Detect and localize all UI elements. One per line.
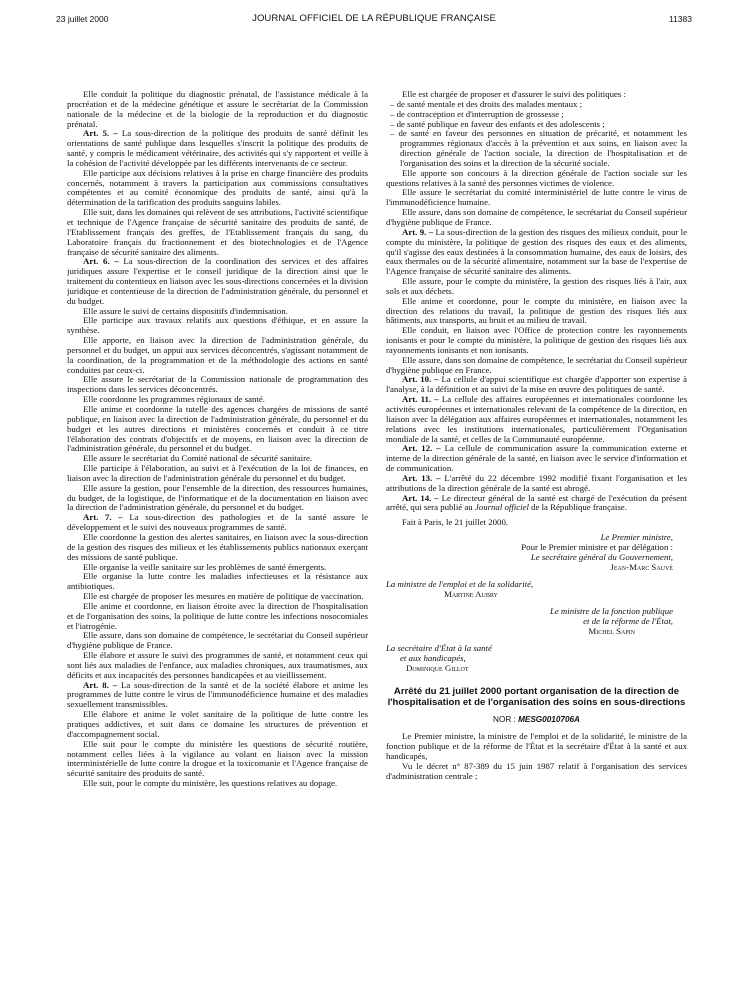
page-header [56, 0, 692, 30]
paragraph-text: Elle suit, dans les domaines qui relèvent de ses attributions, l'activité scientifique et technique de l'Agence française de sécurité sanitaire des produits de santé, de l'Etablissement français des greffes, de l'Etablissement français du sang, du Laboratoire français du fractionnement et des biotechnologies et de l'Agence française de sécurité sanitaire des aliments. [67, 207, 368, 257]
right-paragraph [386, 444, 687, 474]
right-paragraph [386, 356, 687, 376]
right-paragraph [386, 188, 687, 208]
sig-name-gillot: Dominique Gillot [406, 663, 469, 674]
left-paragraph [67, 405, 368, 454]
paragraph-text: Elle assure, dans son domaine de compétence, le secrétariat du Conseil supérieur d'hygiène publique de France. [386, 207, 687, 227]
paragraph-text: Elle assure, pour le compte du ministère, la gestion des risques liés à l'air, aux sols et aux déchets. [386, 276, 687, 296]
paragraph-text: Elle élabore et anime le volet sanitaire de la politique de lutte contre les pratiques addictives, et suit dans ce domaine les structures de prévention et d'accompagnement social. [67, 709, 368, 739]
sig-ministre-fonction-2: et de la réforme de l'État, [583, 616, 673, 627]
article-14-text-after: de la République française. [528, 502, 627, 513]
sig-name-aubry: Martine Aubry [444, 589, 498, 600]
left-paragraph [67, 257, 368, 306]
sig-ministre-fonction-1: Le ministre de la fonction publique [549, 606, 673, 617]
article-label: Art. 7. – [83, 512, 123, 523]
sig-ministre-emploi-block [386, 579, 687, 599]
sig-secretaire-etat-1: La secrétaire d'État à la santé [386, 643, 492, 654]
paragraph-text: Elle apporte, en liaison avec la direction de l'administration générale, du personnel et du budget, un appui aux services déconcentrés, s'agissant notamment de la coordination, de la programmation et de la méthodologie des actions en santé conduites par ceux-ci. [67, 335, 368, 375]
paragraph-text: Elle élabore et assure le suivi des programmes de santé, et notamment ceux qui sont liés aux maladies de l'enfance, aux maladies chroniques, aux traumatismes, aux déficits et aux incapacités des personnes handicapées et au vieillissement. [67, 650, 368, 680]
article-label: Art. 5. – [83, 128, 118, 139]
left-paragraph [67, 602, 368, 632]
right-paragraph [386, 474, 687, 494]
paragraph-text: Elle assure le secrétariat du comité interministériel de lutte contre le virus de l'immunodéficience humaine. [386, 187, 687, 208]
paragraph-text: Elle anime et coordonne, pour le compte du ministère, en liaison avec la direction des relations du travail, la politique de gestion des risques liés aux bâtiments, aux transports, au bruit et au milieu de travail. [386, 295, 687, 326]
paragraph-text: La sous-direction de la gestion des risques des milieux conduit, pour le compte du ministère, la politique de gestion des risques des eaux et des aliments, qu'il s'agisse des eaux destinées à la consommation humaine, des eaux de loisirs, des eaux thermales ou de la sécurité alimentaire, notamment sur la base de l'expertise de l'Agence française de sécurité sanitaire des aliments. [386, 226, 687, 277]
paragraph-text: Elle anime et coordonne la tutelle des agences chargées de missions de santé publique, en liaison avec la direction de l'administration générale, du personnel et du budget et les autres directions et ministères concernés et conduit à ce titre l'élaboration des contrats d'objectifs et de moyens, en liaison avec la direction de l'administration générale, du personnel et du budget. [67, 404, 368, 454]
header-page-number: 11383 [668, 14, 692, 24]
left-paragraph [67, 208, 368, 257]
right-column [386, 90, 687, 980]
left-paragraph [67, 651, 368, 681]
paragraph-text: Elle coordonne les programmes régionaux de santé. [83, 394, 265, 405]
right-paragraph [386, 208, 687, 228]
nor-label: NOR : [493, 715, 519, 725]
paragraph-text: Elle participe à l'élaboration, au suivi et à l'exécution de la loi de finances, en liaison avec la direction de l'administration générale du personnel et du budget. [67, 463, 368, 483]
left-paragraph [67, 375, 368, 395]
left-column [67, 90, 368, 980]
decree-vu: Vu le décret n° 87-389 du 15 juin 1987 relatif à l'organisation des services d'administration centrale ; [386, 760, 687, 781]
sig-secretaire-etat-block [386, 643, 687, 673]
article-label: Art. 6. – [83, 256, 119, 267]
article-label: Art. 13. – [402, 472, 441, 483]
left-paragraph [67, 740, 368, 779]
right-paragraph [386, 297, 687, 327]
paragraph-text: La cellule des affaires européennes et internationales coordonne les activités européennes et internationales relevant de la compétence de la direction, en liaison avec la délégation aux affaires européennes et internationales, notamment les relations avec les institutions internationales, particulièrement l'Organisation mondiale de la santé, et celles de la Communauté européenne. [386, 394, 687, 444]
signature-block [386, 532, 687, 673]
left-paragraph [67, 316, 368, 336]
article-label: Art. 12. – [402, 443, 441, 454]
paragraph-text: La sous-direction de la santé et de la société élabore et anime les programmes de lutte contre le virus de l'immunodéficience humaine et des maladies sexuellement transmissibles. [67, 679, 368, 710]
policy-list-item: – de contraception et d'interruption de grossesse ; [400, 110, 687, 120]
paragraph-text: La cellule d'appui scientifique est chargée d'apporter son expertise à l'analyse, à la définition et au suivi de la mise en œuvre des politiques de santé. [386, 374, 687, 395]
paragraph-text: Elle assure le secrétariat de la Commission nationale de programmation des inspections dans les services déconcentrés. [67, 374, 368, 395]
left-paragraph [67, 681, 368, 711]
left-paragraph [67, 572, 368, 592]
sig-secretaire-etat-2: et aux handicapés, [400, 653, 466, 664]
right-paragraph [386, 375, 687, 395]
paragraph-text: La sous-direction de la politique des produits de santé définit les orientations de santé publique dans lesquelles s'inscrit la politique des produits de santé, y compris le médicament vétérinaire, des activités qui s'y rapportent et veille à la cohésion de l'activité développée par les différents intervenants de ce secteur. [67, 128, 368, 168]
left-paragraph [67, 779, 368, 789]
article-label: Art. 9. – [402, 226, 434, 237]
article-label: Art. 8. – [83, 679, 118, 690]
paragraph-text: Elle conduit la politique du diagnostic prénatal, de l'assistance médicale à la procréation et de la médecine génétique et assure le secrétariat de la Commission nationale de la médecine et de la biologie de la reproduction et du diagnostic prénatal. [67, 90, 368, 129]
article-label: Art. 11. – [402, 394, 439, 405]
paragraph-text: Elle est chargée de proposer les mesures en matière de politique de vaccination. [83, 591, 364, 602]
left-paragraph [67, 464, 368, 484]
left-paragraph [67, 513, 368, 533]
left-paragraph [67, 710, 368, 740]
right-paragraph [386, 326, 687, 356]
sig-ministre-fonction-block [386, 606, 687, 636]
paragraph-text: L'arrêté du 22 décembre 1992 modifié fixant l'organisation et les attributions de la direction générale de la santé est abrogé. [386, 472, 687, 493]
right-paragraphs [386, 169, 687, 494]
right-paragraph [386, 395, 687, 444]
article-14-journal: Journal officiel [474, 502, 529, 513]
paragraph-text: Elle suit, pour le compte du ministère, les questions relatives au dopage. [83, 778, 338, 789]
sig-name-sauve: Jean-Marc Sauvé [610, 562, 673, 573]
article-label: Art. 10. – [402, 374, 439, 385]
header-date: 23 juillet 2000 [56, 14, 109, 24]
decree-title: Arrêté du 21 juillet 2000 portant organisation de la direction de l'hospitalisation et de l'organisation des soins en sous-directions [387, 686, 686, 708]
policy-list-item: – de santé en faveur des personnes en situation de précarité, et notamment les programmes régionaux d'accès à la prévention et aux soins, en liaison avec la direction générale de l'action sociale, la direction de l'hospitalisation et de l'organisation des soins et la direction de la sécurité sociale. [400, 129, 687, 168]
article-14-label: Art. 14. – [402, 492, 439, 503]
nor-value: MESG0010706A [518, 715, 580, 725]
left-paragraph [67, 484, 368, 514]
paragraph-text: Elle assure, dans son domaine de compétence, le secrétariat du Conseil supérieur d'hygiène publique de France. [67, 630, 368, 651]
sig-ministre-emploi: La ministre de l'emploi et de la solidarité, [386, 579, 534, 590]
paragraph-text: Elle apporte son concours à la direction générale de l'action sociale sur les questions relatives à la santé des personnes victimes de violence. [386, 167, 687, 188]
paragraph-text: La sous-direction des pathologies et de la santé assure le développement et le suivi des nouveaux programmes de santé. [67, 512, 368, 533]
sig-secretaire-general: Le secrétaire général du Gouvernement, [530, 552, 673, 563]
policy-list-item: – de santé mentale et des droits des malades mentaux ; [400, 100, 687, 110]
left-paragraph [67, 631, 368, 651]
paragraph-text: Elle conduit, en liaison avec l'Office de protection contre les rayonnements ionisants et pour le compte du ministère, la politique de gestion des risques liés aux rayonnements ionisants et non ionisants. [386, 325, 687, 355]
policy-list-item: – de santé publique en faveur des enfants et des adolescents ; [400, 120, 687, 130]
nor-reference [386, 715, 687, 725]
paragraph-text: Elle organise la lutte contre les maladies infectieuses et la résistance aux antibiotiques. [67, 571, 368, 592]
paragraph-text: Elle suit pour le compte du ministère les questions de sécurité routière, notamment celles liées à la vigilance au volant en liaison avec la mission interministérielle de lutte contre la drogue et la toxicomanie et l'Agence française de sécurité sanitaire des produits de santé. [67, 738, 368, 779]
right-paragraph [386, 277, 687, 297]
paragraph-text: Elle coordonne la gestion des alertes sanitaires, en liaison avec la sous-direction de la gestion des risques des milieux et les établissements publics nationaux exerçant des missions de santé publique. [67, 531, 368, 562]
paragraph-text: Elle assure la gestion, pour l'ensemble de la direction, des ressources humaines, du budget, de la logistique, de l'informatique et de la documentation en liaison avec la direction de l'administration générale, du personnel et du budget. [67, 482, 368, 513]
article-14-paragraph [386, 494, 687, 514]
left-paragraph [67, 129, 368, 168]
right-paragraph [386, 228, 687, 277]
sig-name-sapin: Michel Sapin [588, 626, 635, 637]
article-14-text-before: Le directeur général de la santé est chargé de l'exécution du présent arrêté, qui sera publié au [386, 492, 687, 513]
paragraph-text: La cellule de communication assure la communication externe et interne de la direction générale de la santé, en liaison avec le service d'information et de communication. [386, 443, 687, 474]
paragraph-text: Elle participe aux décisions relatives à la prise en charge financière des produits concernés, notamment à travers la participation aux commissions consultatives compétentes et au comité économique des produits de santé, ainsi qu'à la détermination de la tarification des produits sanguins labiles. [67, 167, 368, 208]
right-intro-paragraph: Elle est chargée de proposer et d'assurer le suivi des politiques : [402, 90, 626, 99]
left-paragraph [67, 336, 368, 375]
paragraph-text: Elle anime et coordonne, en liaison étroite avec la direction de l'hospitalisation et de l'organisation des soins, la politique de lutte contre les infections nosocomiales et l'iatrogénie. [67, 600, 368, 631]
sig-pour-delegation: Pour le Premier ministre et par délégation : [521, 542, 673, 553]
decree-preamble: Le Premier ministre, la ministre de l'emploi et de la solidarité, le ministre de la fonction publique et de la réforme de l'État et la secrétaire d'État à la santé et aux handicapés, [386, 731, 687, 761]
left-paragraph [67, 90, 368, 129]
paragraph-text: Elle assure le suivi de certains dispositifs d'indemnisation. [83, 305, 288, 316]
header-journal-title: JOURNAL OFFICIEL DE LA RÉPUBLIQUE FRANÇAISE [252, 13, 496, 24]
policy-list [386, 100, 687, 169]
left-paragraph [67, 533, 368, 563]
paragraph-text: Elle organise la veille sanitaire sur les problèmes de santé émergents. [83, 561, 327, 572]
paragraph-text: Elle assure le secrétariat du Comité national de sécurité sanitaire. [83, 453, 313, 464]
left-paragraph [67, 169, 368, 208]
paragraph-text: La sous-direction de la coordination des services et des affaires juridiques assure l'expertise et le conseil juridique de la direction ainsi que le traitement du contentieux en liaison avec les sous-directions concernées et la division juridique et contentieuse de la direction de l'administration générale, du personnel et du budget. [67, 256, 368, 306]
paragraph-text: Elle participe aux travaux relatifs aux questions d'éthique, et en assure la synthèse. [67, 315, 368, 336]
signing-place-date: Fait à Paris, le 21 juillet 2000. [402, 517, 509, 528]
right-paragraph [386, 169, 687, 189]
sig-premier-ministre: Le Premier ministre, [600, 532, 673, 543]
paragraph-text: Elle assure, dans son domaine de compétence, le secrétariat du Conseil supérieur d'hygiène publique en France. [386, 354, 687, 375]
